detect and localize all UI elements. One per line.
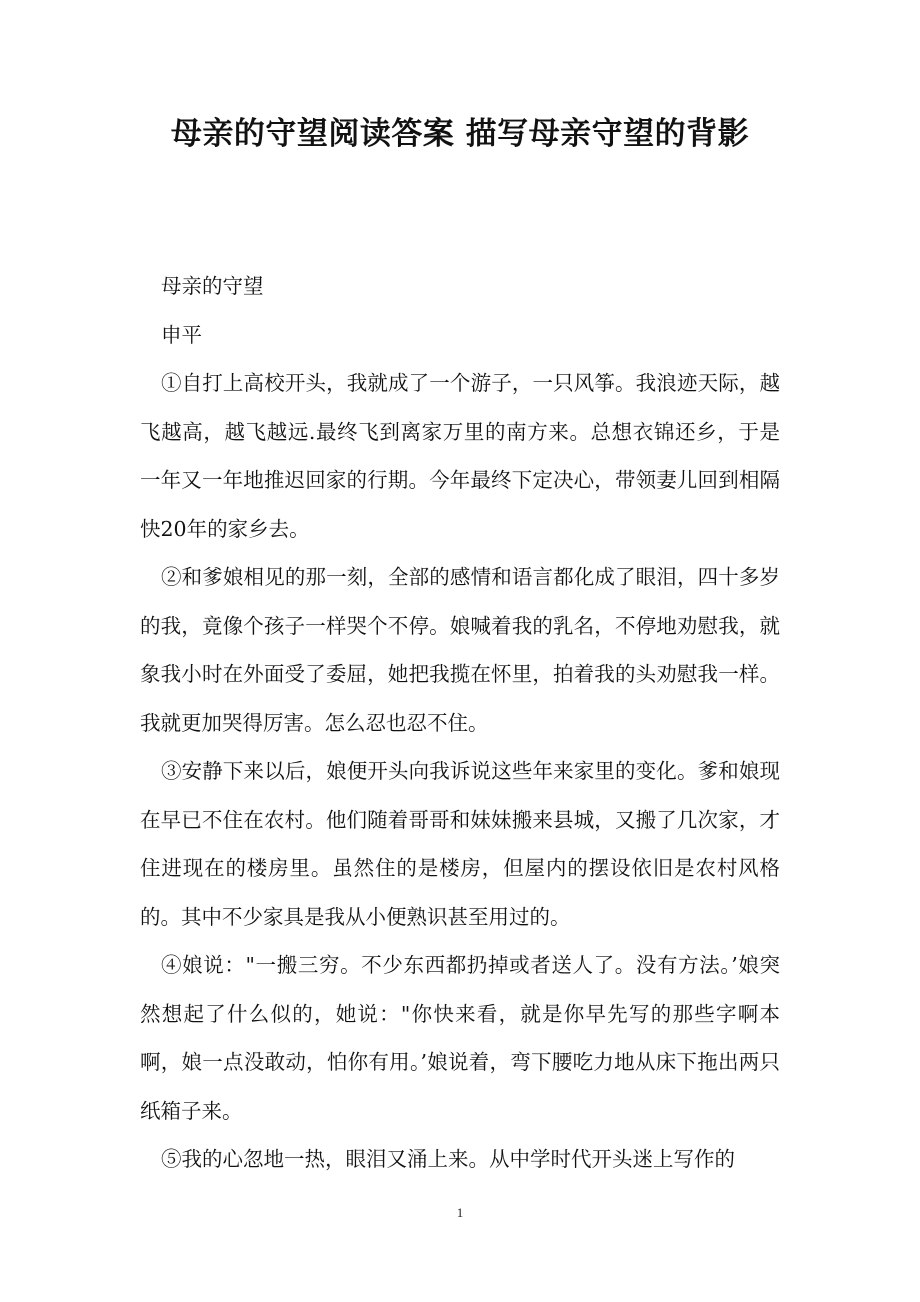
article-body [140, 262, 780, 1184]
page-number: 1 [456, 1205, 464, 1220]
paragraph-3: ③安静下来以后，娘便开头向我诉说这些年来家里的变化。爹和娘现在早已不住在农村。他们随着哥哥和妹妹搬来县城，又搬了几次家，才住进现在的楼房里。虽然住的是楼房，但屋内的摆设依旧是农村风格的。其中不少家具是我从小便熟识甚至用过的。 [140, 759, 780, 929]
paragraph-2: ②和爹娘相见的那一刻，全部的感情和语言都化成了眼泪，四十多岁的我，竟像个孩子一样哭个不停。娘喊着我的乳名，不停地劝慰我，就象我小时在外面受了委屈，她把我揽在怀里，拍着我的头劝慰我一样。我就更加哭得厉害。怎么忍也忍不住。 [140, 565, 780, 735]
paragraph-1: ①自打上高校开头，我就成了一个游子，一只风筝。我浪迹天际，越飞越高，越飞越远.最终飞到离家万里的南方来。总想衣锦还乡，于是一年又一年地推迟回家的行期。今年最终下定决心，带领妻儿回到相隔快20年的家乡去。 [140, 371, 780, 541]
article-title: 母亲的守望 [161, 274, 264, 298]
page-title: 母亲的守望阅读答案 描写母亲守望的背影 [170, 116, 750, 152]
article-author: 申平 [161, 322, 202, 347]
paragraph-5: ⑤我的心忽地一热，眼泪又涌上来。从中学时代开头迷上写作的 [161, 1147, 735, 1171]
paragraph-4: ④娘说："一搬三穷。不少东西都扔掉或者送人了。没有方法。’娘突然想起了什么似的，她说："你快来看，就是你早先写的那些字啊本啊，娘一点没敢动，怕你有用。’娘说着，弯下腰吃力地从床下拖出两只纸箱子来。 [140, 953, 780, 1123]
